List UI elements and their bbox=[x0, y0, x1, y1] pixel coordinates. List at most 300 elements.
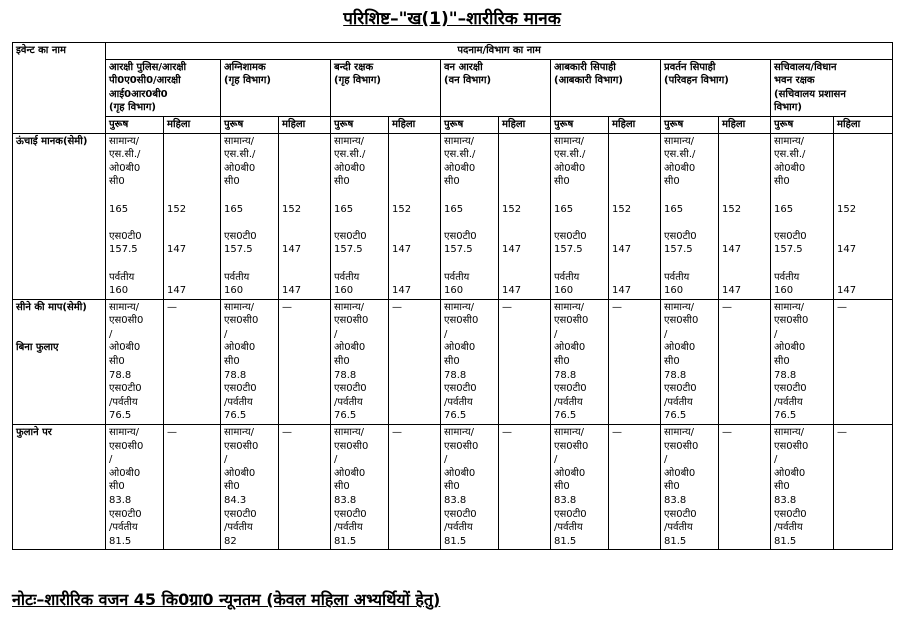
spacer bbox=[554, 189, 605, 203]
spacer bbox=[502, 257, 547, 271]
chest-label: ओ0बी0 bbox=[554, 342, 586, 354]
spacer bbox=[774, 189, 830, 203]
spacer bbox=[109, 189, 160, 203]
female-label: महिला bbox=[722, 118, 746, 130]
spacer bbox=[167, 135, 217, 149]
height-hill-value: 160 bbox=[224, 285, 244, 297]
height-label: ओ0बी0 bbox=[444, 162, 476, 174]
chest-general-value: 78.8 bbox=[554, 369, 577, 381]
chest-general-value: 78.8 bbox=[774, 369, 797, 381]
height-st-value: 157.5 bbox=[554, 244, 583, 256]
male-header bbox=[331, 116, 389, 133]
female-label: महिला bbox=[392, 118, 416, 130]
chest-male-cell bbox=[106, 299, 164, 424]
height-label: एस0टी0 bbox=[444, 230, 477, 242]
spacer bbox=[282, 162, 327, 176]
physical-standards-table bbox=[12, 42, 893, 550]
spacer bbox=[774, 257, 830, 271]
chest-label: / bbox=[334, 454, 338, 466]
chest-label: /पर्वतीय bbox=[224, 522, 253, 534]
chest-label: सी0 bbox=[444, 481, 460, 493]
spacer bbox=[392, 162, 437, 176]
chest-label: एस0टी0 bbox=[444, 508, 477, 520]
spacer bbox=[612, 230, 657, 244]
female-header bbox=[834, 116, 893, 133]
height-general-value: 165 bbox=[224, 203, 244, 215]
chest-male-cell bbox=[661, 425, 719, 550]
not-applicable-dash: — bbox=[167, 301, 177, 313]
post-header-cell bbox=[106, 43, 893, 60]
chest-label: एस0सी0 bbox=[664, 315, 699, 327]
height-label: एस.सी./ bbox=[109, 149, 141, 161]
chest-female-cell bbox=[164, 425, 221, 550]
chest-label: सी0 bbox=[224, 356, 240, 368]
chest-label: सामान्य/ bbox=[774, 301, 805, 313]
chest-label: सी0 bbox=[109, 356, 125, 368]
chest-expanded-row bbox=[13, 425, 893, 550]
height-label: पर्वतीय bbox=[554, 271, 580, 283]
chest-st-value: 76.5 bbox=[224, 410, 247, 422]
spacer bbox=[722, 135, 767, 149]
height-label: सामान्य/ bbox=[554, 135, 585, 147]
height-female-cell bbox=[499, 133, 551, 299]
spacer bbox=[664, 189, 715, 203]
spacer bbox=[167, 148, 217, 162]
spacer bbox=[722, 257, 767, 271]
height-label: सामान्य/ bbox=[334, 135, 365, 147]
chest-general-value: 83.8 bbox=[774, 495, 797, 506]
post-name-cell bbox=[551, 59, 661, 116]
height-male-cell bbox=[106, 133, 164, 299]
spacer bbox=[167, 271, 217, 285]
spacer bbox=[502, 230, 547, 244]
spacer bbox=[282, 271, 327, 285]
height-female-hill: 147 bbox=[392, 285, 412, 297]
spacer bbox=[16, 328, 102, 342]
post-name-cell bbox=[221, 59, 331, 116]
chest-female-cell bbox=[719, 299, 771, 424]
spacer bbox=[837, 162, 889, 176]
spacer bbox=[392, 189, 437, 203]
spacer bbox=[224, 257, 275, 271]
height-label: ओ0बी0 bbox=[334, 162, 366, 174]
height-female-cell bbox=[389, 133, 441, 299]
chest-st-value: 76.5 bbox=[554, 410, 577, 422]
height-label: एस0टी0 bbox=[774, 230, 807, 242]
chest-female-cell bbox=[279, 299, 331, 424]
spacer bbox=[334, 216, 385, 230]
chest-st-value: 81.5 bbox=[444, 535, 467, 547]
height-label: पर्वतीय bbox=[334, 271, 360, 283]
chest-label: /पर्वतीय bbox=[774, 396, 803, 408]
chest-general-value: 78.8 bbox=[664, 369, 687, 381]
chest-label: /पर्वतीय bbox=[334, 396, 363, 408]
chest-label: सी0 bbox=[774, 356, 790, 368]
chest-label: /पर्वतीय bbox=[664, 396, 693, 408]
spacer bbox=[392, 230, 437, 244]
spacer bbox=[612, 135, 657, 149]
spacer bbox=[392, 148, 437, 162]
chest-st-value: 76.5 bbox=[334, 410, 357, 422]
chest-label: / bbox=[224, 328, 228, 340]
height-st-value: 157.5 bbox=[664, 244, 693, 256]
height-label: सी0 bbox=[109, 176, 125, 188]
chest-label: एस0टी0 bbox=[554, 508, 587, 520]
chest-label: एस0टी0 bbox=[774, 383, 807, 395]
height-female-general: 152 bbox=[392, 203, 412, 215]
height-label: एस.सी./ bbox=[774, 149, 806, 161]
height-label: एस0टी0 bbox=[554, 230, 587, 242]
height-female-general: 152 bbox=[282, 203, 302, 215]
height-female-hill: 147 bbox=[722, 285, 742, 297]
chest-female-cell bbox=[834, 425, 893, 550]
chest-label: /पर्वतीय bbox=[444, 522, 473, 534]
chest-female-cell bbox=[609, 425, 661, 550]
chest-label: एस0टी0 bbox=[334, 508, 367, 520]
post-name-line: (गृह विभाग) bbox=[224, 75, 271, 87]
chest-male-cell bbox=[661, 299, 719, 424]
chest-label: एस0टी0 bbox=[224, 383, 257, 395]
height-male-cell bbox=[441, 133, 499, 299]
chest-label: / bbox=[109, 454, 113, 466]
spacer bbox=[392, 135, 437, 149]
chest-label: सामान्य/ bbox=[109, 301, 140, 313]
chest-st-value: 76.5 bbox=[444, 410, 467, 422]
post-name-line: आबकारी सिपाही bbox=[554, 61, 616, 73]
chest-female-cell bbox=[389, 299, 441, 424]
height-st-value: 157.5 bbox=[109, 244, 138, 256]
post-name-line: (गृह विभाग) bbox=[334, 75, 381, 87]
height-label: सी0 bbox=[334, 176, 350, 188]
spacer bbox=[16, 314, 102, 328]
chest-label: सी0 bbox=[554, 481, 570, 493]
spacer bbox=[837, 135, 889, 149]
male-label: पुरूष bbox=[224, 118, 244, 130]
height-label: सामान्य/ bbox=[109, 135, 140, 147]
height-label: एस.सी./ bbox=[224, 149, 256, 161]
spacer bbox=[664, 216, 715, 230]
height-female-st: 147 bbox=[837, 244, 857, 256]
post-name-line: वन आरक्षी bbox=[444, 61, 483, 73]
chest-unexpanded-row bbox=[13, 299, 893, 424]
spacer bbox=[722, 148, 767, 162]
chest-female-cell bbox=[719, 425, 771, 550]
height-label: सी0 bbox=[444, 176, 460, 188]
spacer bbox=[167, 189, 217, 203]
spacer bbox=[722, 230, 767, 244]
chest-st-value: 76.5 bbox=[664, 410, 687, 422]
height-label: सी0 bbox=[224, 176, 240, 188]
not-applicable-dash: — bbox=[167, 427, 177, 439]
chest-st-value: 76.5 bbox=[109, 410, 132, 422]
chest-male-cell bbox=[441, 425, 499, 550]
spacer bbox=[722, 189, 767, 203]
chest-label: एस0टी0 bbox=[554, 383, 587, 395]
chest-label: एस0टी0 bbox=[109, 383, 142, 395]
spacer bbox=[167, 175, 217, 189]
chest-label: / bbox=[554, 328, 558, 340]
height-label: ओ0बी0 bbox=[224, 162, 256, 174]
spacer bbox=[837, 175, 889, 189]
chest-label: सी0 bbox=[334, 481, 350, 493]
chest-st-value: 82 bbox=[224, 535, 237, 547]
not-applicable-dash: — bbox=[722, 427, 732, 439]
height-label: एस0टी0 bbox=[664, 230, 697, 242]
spacer bbox=[502, 216, 547, 230]
post-name-line: अग्निशामक bbox=[224, 61, 266, 73]
chest-label: ओ0बी0 bbox=[334, 342, 366, 354]
spacer bbox=[392, 175, 437, 189]
male-label: पुरूष bbox=[444, 118, 464, 130]
spacer bbox=[392, 216, 437, 230]
chest-label: / bbox=[444, 328, 448, 340]
female-header bbox=[389, 116, 441, 133]
post-name-cell bbox=[771, 59, 893, 116]
male-header bbox=[441, 116, 499, 133]
spacer bbox=[612, 148, 657, 162]
post-name-line: भवन रक्षक bbox=[774, 75, 815, 87]
post-name-line: आई0आर0बी0 bbox=[109, 88, 168, 100]
height-female-hill: 147 bbox=[837, 285, 857, 297]
chest-label: एस0सी0 bbox=[774, 440, 809, 452]
post-name-line: (गृह विभाग) bbox=[109, 102, 156, 114]
chest-label: / bbox=[664, 328, 668, 340]
page-title bbox=[0, 6, 904, 29]
height-event-cell bbox=[13, 133, 106, 299]
chest-label: /पर्वतीय bbox=[109, 396, 138, 408]
spacer bbox=[722, 175, 767, 189]
event-header-cell bbox=[13, 43, 106, 134]
height-hill-value: 160 bbox=[444, 285, 464, 297]
chest-label: ओ0बी0 bbox=[774, 342, 806, 354]
chest-label: / bbox=[664, 454, 668, 466]
spacer bbox=[774, 216, 830, 230]
chest-label: /पर्वतीय bbox=[334, 522, 363, 534]
height-hill-value: 160 bbox=[664, 285, 684, 297]
spacer bbox=[224, 216, 275, 230]
chest-male-cell bbox=[771, 299, 834, 424]
event-label: सीने की माप(सेमी) bbox=[16, 301, 87, 313]
height-row bbox=[13, 133, 893, 299]
chest-label: एस0सी0 bbox=[224, 440, 259, 452]
spacer bbox=[502, 189, 547, 203]
chest-female-cell bbox=[389, 425, 441, 550]
chest-female-cell bbox=[164, 299, 221, 424]
post-name-line: पी0ए0सी0/आरक्षी bbox=[109, 75, 181, 87]
chest-general-value: 78.8 bbox=[334, 369, 357, 381]
title-text: परिशिष्ट–"ख(1)"–शारीरिक मानक bbox=[343, 9, 561, 29]
chest-label: / bbox=[444, 454, 448, 466]
spacer bbox=[502, 148, 547, 162]
chest-label: सामान्य/ bbox=[664, 427, 695, 439]
chest-label: एस0सी0 bbox=[109, 440, 144, 452]
spacer bbox=[612, 175, 657, 189]
chest-label: एस0सी0 bbox=[664, 440, 699, 452]
chest-label: ओ0बी0 bbox=[224, 342, 256, 354]
post-name-line: आरक्षी पुलिस/आरक्षी bbox=[109, 61, 187, 73]
height-female-st: 147 bbox=[282, 244, 302, 256]
chest-label: / bbox=[224, 454, 228, 466]
spacer bbox=[837, 271, 889, 285]
chest-expanded-row-event-cell bbox=[13, 425, 106, 550]
spacer bbox=[334, 257, 385, 271]
chest-label: एस0टी0 bbox=[334, 383, 367, 395]
spacer bbox=[392, 257, 437, 271]
height-general-value: 165 bbox=[664, 203, 684, 215]
chest-label: सामान्य/ bbox=[554, 301, 585, 313]
not-applicable-dash: — bbox=[722, 301, 732, 313]
height-male-cell bbox=[551, 133, 609, 299]
height-female-cell bbox=[279, 133, 331, 299]
height-label: सी0 bbox=[774, 176, 790, 188]
chest-label: /पर्वतीय bbox=[554, 396, 583, 408]
male-label: पुरूष bbox=[554, 118, 574, 130]
height-label: पर्वतीय bbox=[109, 271, 135, 283]
male-header bbox=[771, 116, 834, 133]
chest-general-value: 78.8 bbox=[444, 369, 467, 381]
chest-label: सी0 bbox=[774, 481, 790, 493]
height-label: एस.सी./ bbox=[554, 149, 586, 161]
spacer bbox=[444, 216, 495, 230]
chest-male-cell bbox=[771, 425, 834, 550]
height-male-cell bbox=[221, 133, 279, 299]
chest-label: सामान्य/ bbox=[334, 301, 365, 313]
chest-label: एस0टी0 bbox=[224, 508, 257, 520]
chest-label: ओ0बी0 bbox=[109, 467, 141, 479]
spacer bbox=[282, 148, 327, 162]
spacer bbox=[224, 189, 275, 203]
chest-label: / bbox=[774, 328, 778, 340]
post-name-cell bbox=[331, 59, 441, 116]
chest-label: सी0 bbox=[664, 356, 680, 368]
chest-male-cell bbox=[551, 299, 609, 424]
not-applicable-dash: — bbox=[502, 427, 512, 439]
height-hill-value: 160 bbox=[554, 285, 574, 297]
spacer bbox=[282, 189, 327, 203]
chest-label: सामान्य/ bbox=[109, 427, 140, 439]
spacer bbox=[722, 162, 767, 176]
height-label: ओ0बी0 bbox=[109, 162, 141, 174]
female-label: महिला bbox=[612, 118, 636, 130]
chest-label: एस0टी0 bbox=[444, 383, 477, 395]
height-male-cell bbox=[771, 133, 834, 299]
spacer bbox=[612, 216, 657, 230]
height-female-hill: 147 bbox=[167, 285, 187, 297]
chest-label: सी0 bbox=[334, 356, 350, 368]
height-general-value: 165 bbox=[109, 203, 129, 215]
chest-label: सामान्य/ bbox=[224, 301, 255, 313]
chest-female-cell bbox=[499, 425, 551, 550]
chest-label: सामान्य/ bbox=[774, 427, 805, 439]
chest-male-cell bbox=[331, 299, 389, 424]
chest-general-value: 83.8 bbox=[444, 495, 467, 506]
height-hill-value: 160 bbox=[334, 285, 354, 297]
event-header: इवेन्ट का नाम bbox=[16, 45, 67, 56]
female-header bbox=[499, 116, 551, 133]
female-header bbox=[279, 116, 331, 133]
spacer bbox=[837, 148, 889, 162]
spacer bbox=[392, 271, 437, 285]
male-header bbox=[106, 116, 164, 133]
chest-male-cell bbox=[221, 299, 279, 424]
chest-label: एस0टी0 bbox=[664, 508, 697, 520]
chest-label: ओ0बी0 bbox=[109, 342, 141, 354]
post-name-line: (आबकारी विभाग) bbox=[554, 75, 623, 87]
chest-st-value: 81.5 bbox=[109, 535, 132, 547]
post-name-cell bbox=[106, 59, 221, 116]
chest-st-value: 81.5 bbox=[334, 535, 357, 547]
chest-male-cell bbox=[106, 425, 164, 550]
chest-label: सी0 bbox=[554, 356, 570, 368]
post-name-line: विभाग) bbox=[774, 102, 802, 114]
height-female-st: 147 bbox=[167, 244, 187, 256]
chest-general-value: 83.8 bbox=[664, 495, 687, 506]
spacer bbox=[167, 162, 217, 176]
height-female-general: 152 bbox=[612, 203, 632, 215]
post-name-line: प्रवर्तन सिपाही bbox=[664, 61, 716, 73]
female-label: महिला bbox=[502, 118, 526, 130]
post-names-row bbox=[13, 59, 893, 116]
spacer bbox=[837, 230, 889, 244]
chest-general-value: 83.8 bbox=[554, 495, 577, 506]
chest-male-cell bbox=[551, 425, 609, 550]
chest-label: ओ0बी0 bbox=[334, 467, 366, 479]
chest-label: /पर्वतीय bbox=[554, 522, 583, 534]
event-sublabel: बिना फुलाए bbox=[16, 342, 59, 354]
spacer bbox=[282, 257, 327, 271]
spacer bbox=[837, 216, 889, 230]
chest-label: सी0 bbox=[109, 481, 125, 493]
height-label: एस0टी0 bbox=[109, 230, 142, 242]
male-label: पुरूष bbox=[109, 118, 129, 130]
chest-general-value: 84.3 bbox=[224, 495, 247, 506]
header-row bbox=[13, 43, 893, 60]
chest-label: एस0सी0 bbox=[554, 440, 589, 452]
spacer bbox=[502, 135, 547, 149]
post-header: पदनाम/विभाग का नाम bbox=[457, 45, 541, 56]
chest-label: एस0टी0 bbox=[774, 508, 807, 520]
chest-label: ओ0बी0 bbox=[224, 467, 256, 479]
chest-label: एस0टी0 bbox=[664, 383, 697, 395]
male-label: पुरूष bbox=[664, 118, 684, 130]
female-label: महिला bbox=[282, 118, 306, 130]
chest-label: एस0सी0 bbox=[334, 315, 369, 327]
chest-label: /पर्वतीय bbox=[774, 522, 803, 534]
height-st-value: 157.5 bbox=[774, 244, 803, 256]
not-applicable-dash: — bbox=[612, 301, 622, 313]
chest-label: सामान्य/ bbox=[334, 427, 365, 439]
chest-st-value: 81.5 bbox=[774, 535, 797, 547]
post-name-line: (परिवहन विभाग) bbox=[664, 75, 729, 87]
spacer bbox=[722, 216, 767, 230]
male-label: पुरूष bbox=[774, 118, 794, 130]
chest-label: / bbox=[554, 454, 558, 466]
spacer bbox=[109, 257, 160, 271]
height-female-general: 152 bbox=[167, 203, 187, 215]
spacer bbox=[612, 271, 657, 285]
spacer bbox=[837, 189, 889, 203]
height-label: एस.सी./ bbox=[444, 149, 476, 161]
spacer bbox=[664, 257, 715, 271]
event-label: फुलाने पर bbox=[16, 427, 52, 439]
chest-label: /पर्वतीय bbox=[664, 522, 693, 534]
male-label: पुरूष bbox=[334, 118, 354, 130]
height-label: पर्वतीय bbox=[224, 271, 250, 283]
spacer bbox=[502, 175, 547, 189]
chest-st-value: 81.5 bbox=[664, 535, 687, 547]
chest-male-cell bbox=[441, 299, 499, 424]
chest-label: एस0सी0 bbox=[224, 315, 259, 327]
